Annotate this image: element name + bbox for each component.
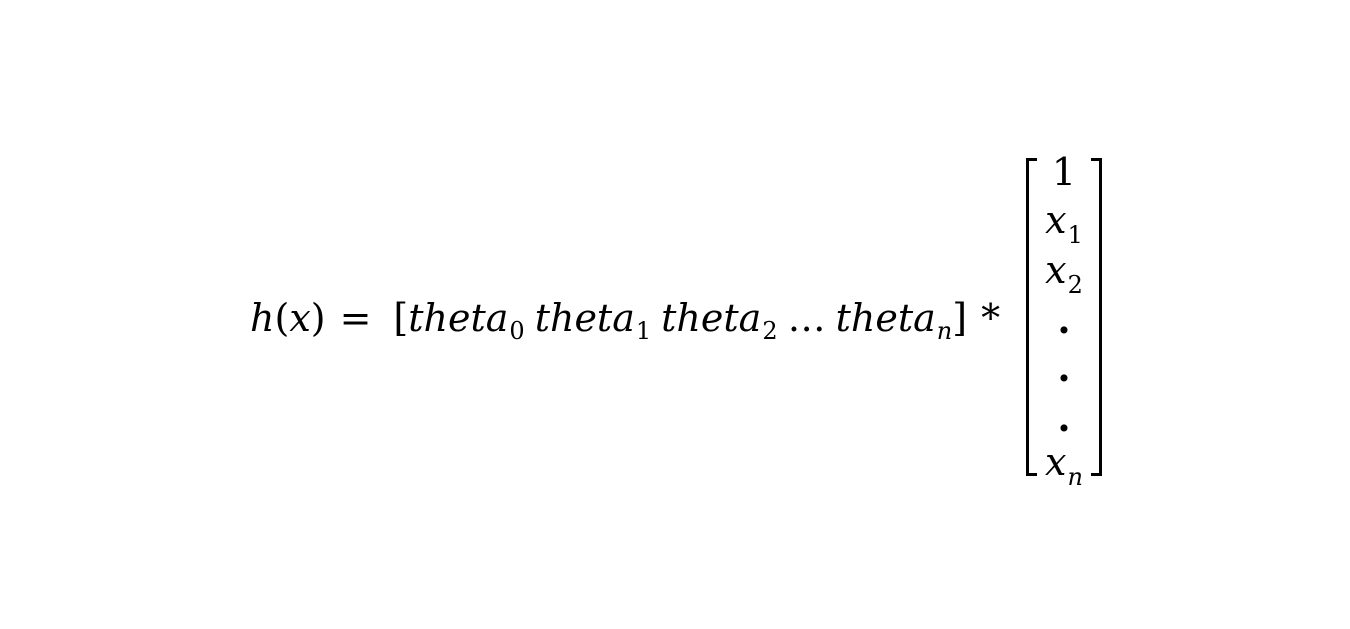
theta-term-2: theta: [661, 296, 762, 340]
multiply-operator: *: [981, 296, 1001, 340]
equation-main-line: [250, 292, 1000, 349]
theta-term-1: theta: [534, 296, 635, 340]
theta-subscript-1: 1: [635, 317, 652, 345]
row-close-bracket: ]: [952, 296, 968, 340]
equals-sign: =: [339, 296, 372, 340]
open-paren: (: [274, 296, 290, 340]
column-entry-dot-1: .: [1057, 297, 1071, 342]
row-ellipsis: …: [787, 296, 826, 340]
column-entry-dot-3: .: [1057, 395, 1071, 440]
column-entry-dot-2: .: [1057, 345, 1071, 390]
function-variable: x: [289, 296, 311, 340]
column-vector: [1026, 150, 1102, 491]
column-entry-x2: $x_2$: [1045, 248, 1083, 299]
theta-subscript-n: n: [936, 317, 953, 345]
column-entry-xn: $x_n$: [1045, 440, 1083, 491]
close-paren: ): [310, 296, 326, 340]
theta-term-0: theta: [408, 296, 509, 340]
theta-term-n: theta: [835, 296, 936, 340]
theta-subscript-2: 2: [762, 317, 778, 345]
function-symbol: h: [250, 296, 275, 340]
theta-subscript-0: 0: [509, 317, 525, 345]
column-entry-x1: $x_1$: [1045, 198, 1083, 249]
row-open-bracket: [: [393, 296, 409, 340]
column-entry-1: 1: [1051, 150, 1077, 194]
